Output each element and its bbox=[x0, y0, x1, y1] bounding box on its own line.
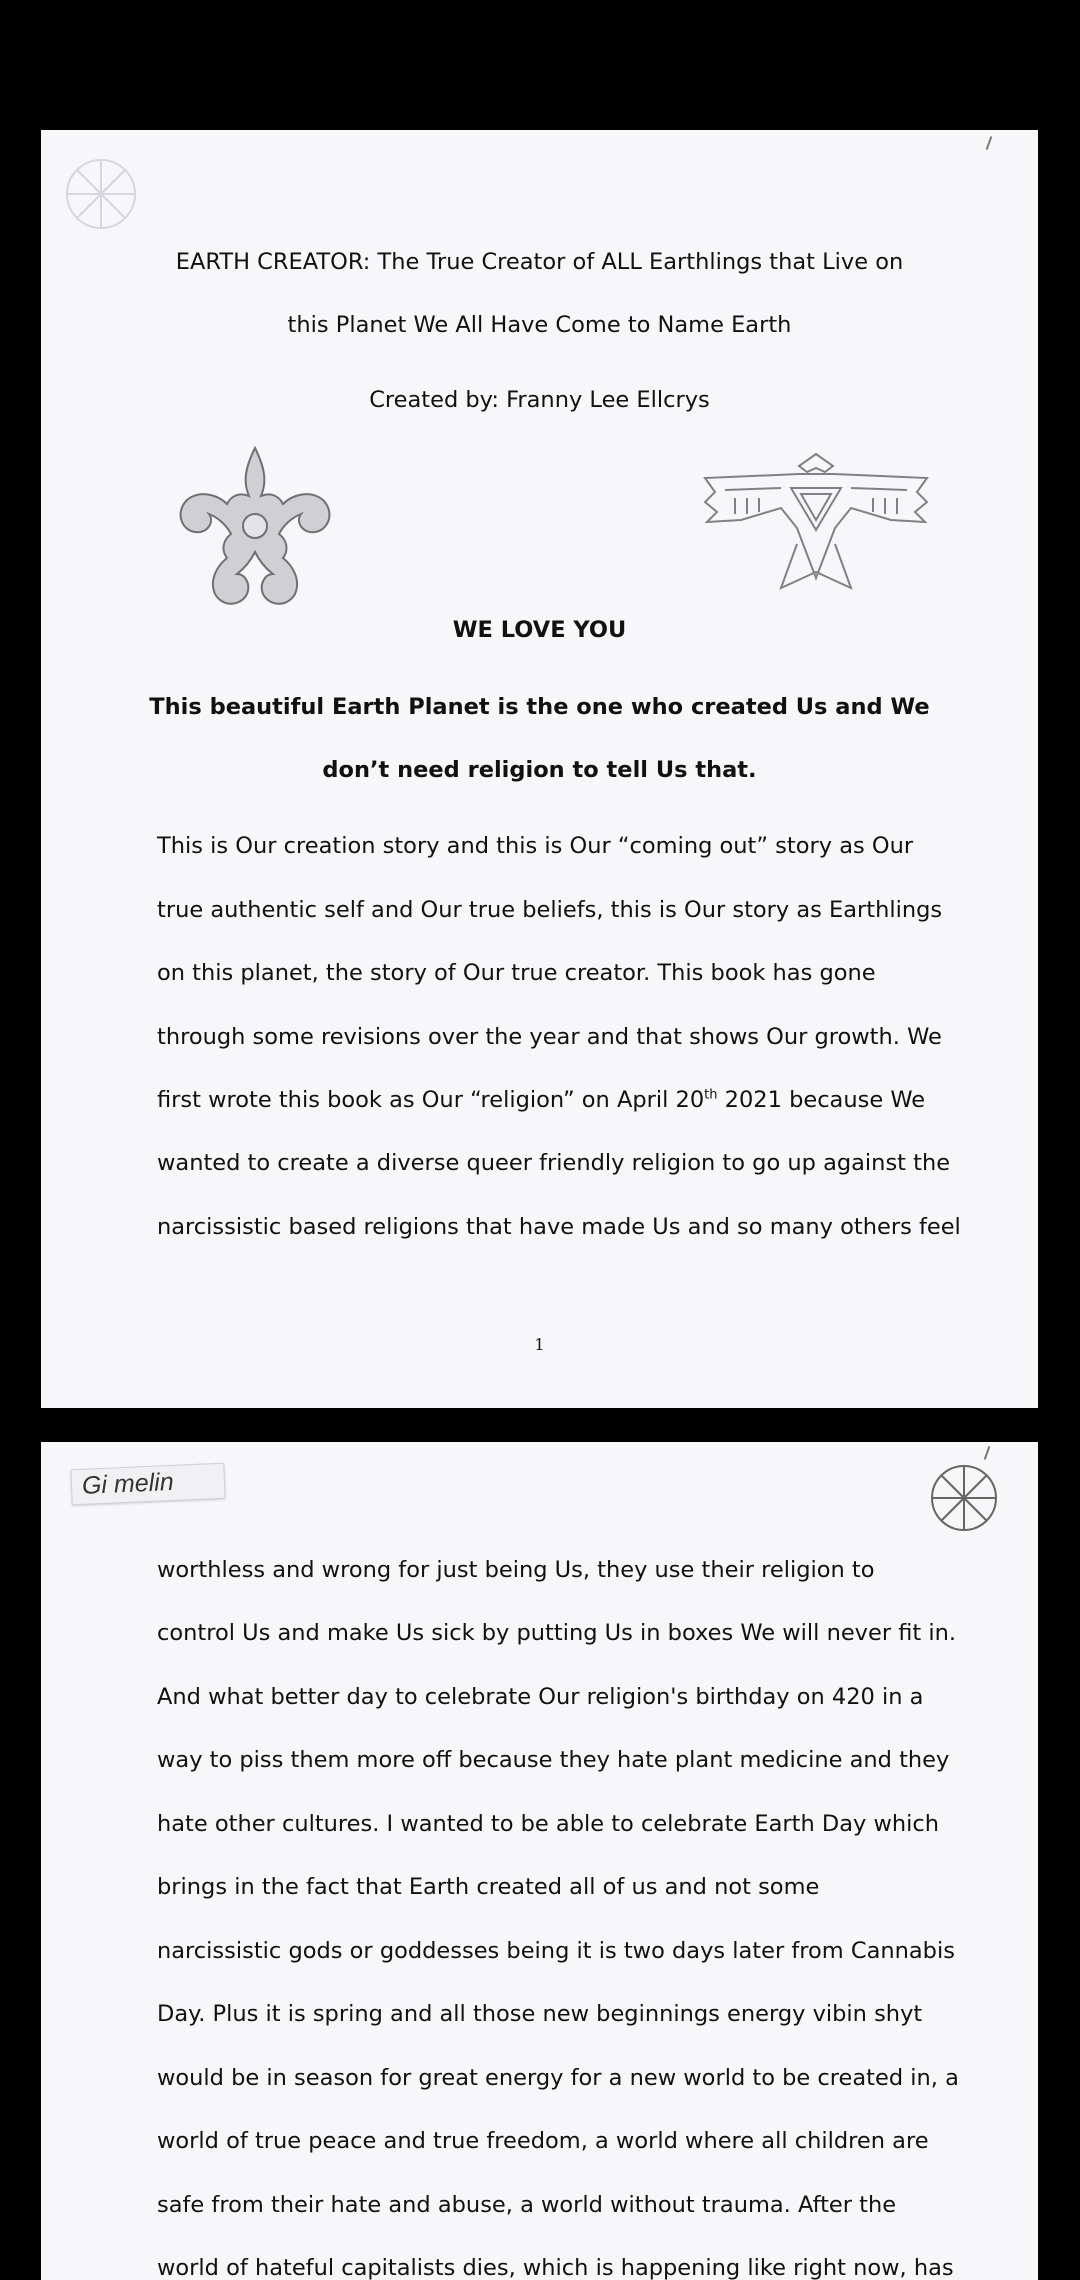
thunderbird-ornament-icon bbox=[701, 448, 931, 598]
scan-mark bbox=[984, 1446, 991, 1460]
byline: Created by: Franny Lee Ellcrys bbox=[369, 387, 710, 413]
body-line: worthless and wrong for just being Us, they use their religion to bbox=[157, 1557, 875, 1583]
body-line: control Us and make Us sick by putting Us in boxes We will never fit in. bbox=[157, 1620, 957, 1646]
body-line: would be in season for great energy for a new world to be created in, a bbox=[157, 2065, 959, 2091]
document-page-2 bbox=[41, 1442, 1038, 2280]
body-line: hate other cultures. I wanted to be able to celebrate Earth Day which bbox=[157, 1811, 940, 1837]
heading: WE LOVE YOU bbox=[452, 617, 627, 643]
subheading-line-2: don’t need religion to tell Us that. bbox=[322, 757, 757, 783]
body-line: narcissistic based religions that have made Us and so many others feel bbox=[157, 1214, 961, 1240]
body-line: brings in the fact that Earth created all of us and not some bbox=[157, 1874, 820, 1900]
body-text: first wrote this book as Our “religion” on April 20 bbox=[157, 1087, 705, 1113]
sticky-label-text: Gi melin bbox=[81, 1467, 175, 1500]
body-line: And what better day to celebrate Our religion's birthday on 420 in a bbox=[157, 1684, 924, 1710]
scan-mark bbox=[986, 136, 993, 150]
fleur-cross-ornament-icon bbox=[165, 442, 345, 610]
document-page-1 bbox=[41, 130, 1038, 1408]
body-line: way to piss them more off because they hate plant medicine and they bbox=[157, 1747, 950, 1773]
body-line: safe from their hate and abuse, a world without trauma. After the bbox=[157, 2192, 897, 2218]
body-line: through some revisions over the year and that shows Our growth. We bbox=[157, 1024, 942, 1050]
wheel-symbol-icon bbox=[928, 1462, 1000, 1534]
ordinal-suffix: th bbox=[704, 1087, 718, 1103]
subheading-line-1: This beautiful Earth Planet is the one who created Us and We bbox=[149, 694, 930, 720]
title-line-1: EARTH CREATOR: The True Creator of ALL Earthlings that Live on bbox=[175, 249, 904, 275]
body-line: on this planet, the story of Our true creator. This book has gone bbox=[157, 960, 876, 986]
body-line: This is Our creation story and this is Our “coming out” story as Our bbox=[157, 833, 914, 859]
body-line: world of hateful capitalists dies, which is happening like right now, has bbox=[157, 2255, 954, 2280]
body-line: wanted to create a diverse queer friendly religion to go up against the bbox=[157, 1150, 951, 1176]
body-line bbox=[157, 1085, 925, 1115]
body-line: true authentic self and Our true beliefs, this is Our story as Earthlings bbox=[157, 897, 943, 923]
body-text: 2021 because We bbox=[717, 1087, 926, 1113]
sticky-label bbox=[70, 1463, 225, 1506]
body-line: narcissistic gods or goddesses being it is two days later from Cannabis bbox=[157, 1938, 955, 1964]
title-line-2: this Planet We All Have Come to Name Earth bbox=[287, 312, 792, 338]
page-number: 1 bbox=[534, 1335, 545, 1354]
wheel-symbol-icon bbox=[63, 156, 139, 232]
body-line: world of true peace and true freedom, a world where all children are bbox=[157, 2128, 929, 2154]
body-line: Day. Plus it is spring and all those new beginnings energy vibin shyt bbox=[157, 2001, 923, 2027]
